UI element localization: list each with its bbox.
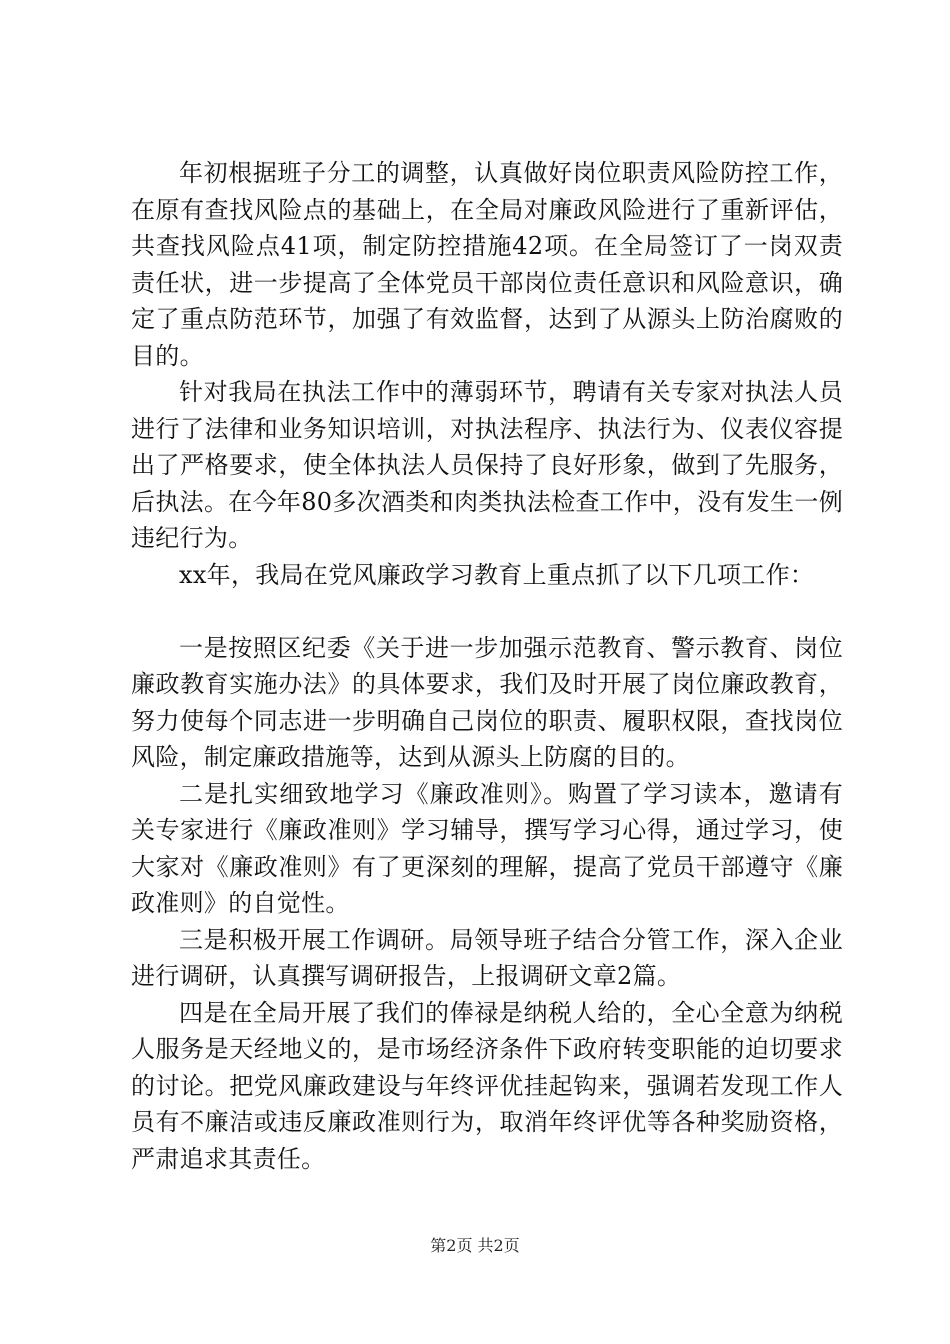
- paragraph-risk-control: 年初根据班子分工的调整，认真做好岗位职责风险防控工作，在原有查找风险点的基础上，在全局对廉政风险进行了重新评估，共查找风险点41项，制定防控措施42项。在全局签订了一岗双责责任状，进一步提高了全体党员干部岗位责任意识和风险意识，确定了重点防范环节，加强了有效监督，达到了从源头上防治腐败的目的。: [131, 159, 843, 370]
- paragraph-item-four: 四是在全局开展了我们的俸禄是纳税人给的，全心全意为纳税人服务是天经地义的，是市场经济条件下政府转变职能的迫切要求的讨论。把党风廉政建设与年终评优挂起钩来，强调若发现工作人员有不廉洁或违反廉政准则行为，取消年终评优等各种奖励资格，严肃追求其责任。: [131, 998, 843, 1173]
- paragraph-education-intro: xx年，我局在党风廉政学习教育上重点抓了以下几项工作：: [179, 560, 815, 589]
- paragraph-law-enforcement: 针对我局在执法工作中的薄弱环节，聘请有关专家对执法人员进行了法律和业务知识培训，对执法程序、执法行为、仪表仪容提出了严格要求，使全体执法人员保持了良好形象，做到了先服务，后执法。在今年80多次酒类和肉类执法检查工作中，没有发生一例违纪行为。: [131, 378, 843, 552]
- paragraph-item-two: 二是扎实细致地学习《廉政准则》。购置了学习读本，邀请有关专家进行《廉政准则》学习辅导，撰写学习心得，通过学习，使大家对《廉政准则》有了更深刻的理解，提高了党员干部遵守《廉政准则》的自觉性。: [131, 779, 843, 917]
- paragraph-item-one: 一是按照区纪委《关于进一步加强示范教育、警示教育、岗位廉政教育实施办法》的具体要求，我们及时开展了岗位廉政教育，努力使每个同志进一步明确自己岗位的职责、履职权限，查找岗位风险，制定廉政措施等，达到从源头上防腐的目的。: [131, 633, 843, 771]
- paragraph-item-three: 三是积极开展工作调研。局领导班子结合分管工作，深入企业进行调研，认真撰写调研报告，上报调研文章2篇。: [131, 925, 843, 990]
- document-body: [131, 155, 843, 1177]
- page-number-label: 第2页 共2页: [430, 1236, 520, 1255]
- page-footer: [0, 1236, 950, 1256]
